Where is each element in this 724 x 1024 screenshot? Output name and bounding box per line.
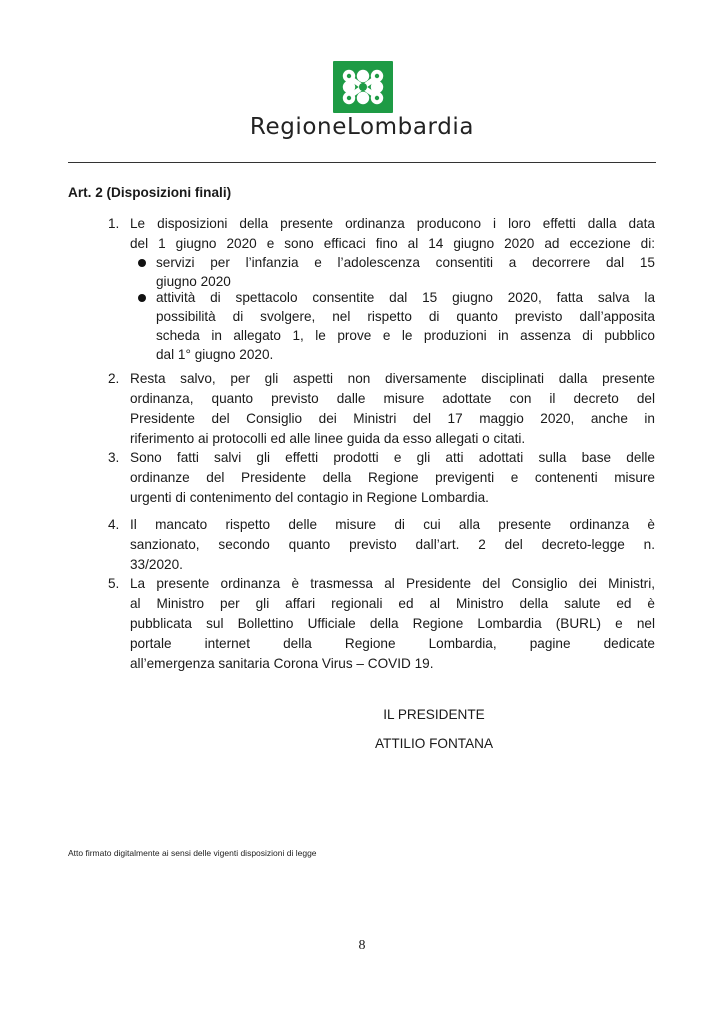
header-divider [68,162,656,163]
text-line: ordinanze del Presidente della Regione previgenti e contenenti misure [130,470,655,485]
text-line: possibilità di svolgere, nel rispetto di quanto previsto dall’apposita [156,309,655,324]
bullet-text [156,288,655,364]
text-line: del 1 giugno 2020 e sono efficaci fino al 14 giugno 2020 ad eccezione di: [130,236,655,251]
item-number: 2. [108,371,120,386]
text-line: portale internet della Regione Lombardia, pagine dedicate [130,636,655,651]
bullet-dot-icon [138,259,146,267]
rosa-camuna-icon [333,61,393,113]
digital-signature-note: Atto firmato digitalmente ai sensi delle vigenti disposizioni di legge [68,848,317,858]
text-line: Sono fatti salvi gli effetti prodotti e gli atti adottati sulla base delle [130,450,655,465]
signature-role: IL PRESIDENTE [383,707,485,722]
text-line: Presidente del Consiglio dei Ministri del 17 maggio 2020, anche in [130,411,655,426]
text-line: urgenti di contenimento del contagio in Regione Lombardia. [130,490,489,505]
text-line: al Ministro per gli affari regionali ed al Ministro della salute ed è [130,596,655,611]
item-text [130,515,655,575]
article-heading: Art. 2 (Disposizioni finali) [68,185,232,200]
item-number: 5. [108,576,120,591]
text-line: 33/2020. [130,557,183,572]
text-line: Il mancato rispetto delle misure di cui alla presente ordinanza è [130,517,655,532]
text-line: servizi per l’infanzia e l’adolescenza consentiti a decorrere dal 15 [156,255,655,270]
bullet-dot-icon [138,294,146,302]
text-line: Resta salvo, per gli aspetti non diversamente disciplinati dalla presente [130,371,655,386]
text-line: pubblicata sul Bollettino Ufficiale della Regione Lombardia (BURL) e nel [130,616,655,631]
brand-wordmark: RegioneLombardia [249,114,475,140]
item-text [130,448,655,508]
text-line: La presente ordinanza è trasmessa al Presidente del Consiglio dei Ministri, [130,576,655,591]
text-line: all’emergenza sanitaria Corona Virus – COVID 19. [130,656,434,671]
text-line: giugno 2020 [156,274,231,289]
item-number: 4. [108,517,120,532]
text-line: dal 1° giugno 2020. [156,347,274,362]
bullet-text [156,253,655,291]
text-line: riferimento ai protocolli ed alle linee guida da esso allegati o citati. [130,431,526,446]
signature-name: ATTILIO FONTANA [374,736,494,751]
item-text [130,214,655,254]
text-line: Le disposizioni della presente ordinanza producono i loro effetti dalla data [130,216,655,231]
text-line: sanzionato, secondo quanto previsto dall’art. 2 del decreto-legge n. [130,537,655,552]
item-text [130,574,655,674]
regione-lombardia-logo [333,61,393,113]
item-number: 1. [108,216,120,231]
text-line: scheda in allegato 1, le prove e le produzioni in assenza di pubblico [156,328,655,343]
text-line: attività di spettacolo consentite dal 15 giugno 2020, fatta salva la [156,290,655,305]
item-number: 3. [108,450,120,465]
page-number: 8 [358,938,366,953]
text-line: ordinanza, quanto previsto dalle misure adottate con il decreto del [130,391,655,406]
item-text [130,369,655,449]
